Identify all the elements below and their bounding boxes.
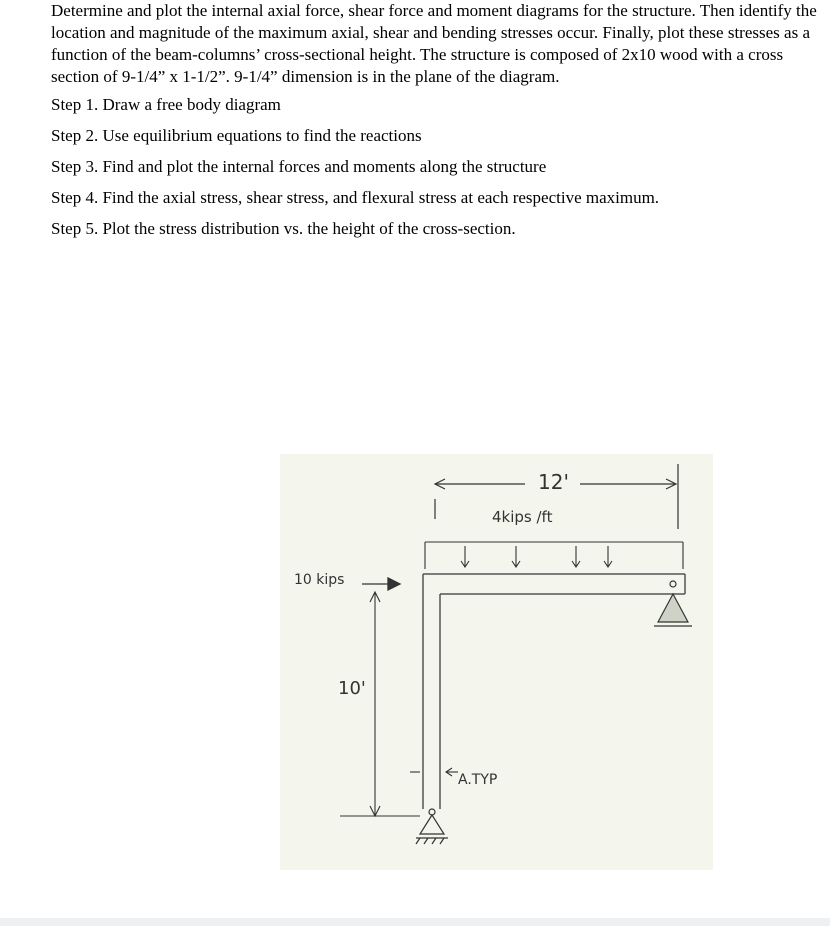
step-3: Step 3. Find and plot the internal forces and moments along the structure xyxy=(51,157,547,176)
step-4: Step 4. Find the axial stress, shear stress, and flexural stress at each respective maximum. xyxy=(51,188,660,207)
problem-statement xyxy=(51,0,830,249)
roller-support xyxy=(654,581,692,626)
page-footer-strip xyxy=(0,918,830,926)
frame-diagram xyxy=(280,454,713,870)
pin-support xyxy=(416,809,448,844)
step-1: Step 1. Draw a free body diagram xyxy=(51,95,281,114)
distributed-load xyxy=(425,542,683,569)
step-2: Step 2. Use equilibrium equations to find the reactions xyxy=(51,126,422,145)
support-note-arrow xyxy=(410,768,458,776)
structure-sketch xyxy=(280,454,713,870)
problem-intro: Determine and plot the internal axial force, shear force and moment diagrams for the structure. Then identify the location and magnitude of the maximum axial, shear and bending stresses occur. Finally, plot these stresses as a function of the beam-columns’ cross-sectional height. The structure is composed of 2x10 wood with a cross section of 9-1/4” x 1-1/2”. 9-1/4” dimension is in the plane of the diagram. xyxy=(51,1,817,86)
span-label: 12' xyxy=(538,470,569,494)
load-label: 4kips /ft xyxy=(492,508,553,526)
point-load-arrow xyxy=(362,578,400,590)
steps-list xyxy=(51,94,830,240)
height-label: 10' xyxy=(338,678,366,699)
step-5: Step 5. Plot the stress distribution vs. the height of the cross-section. xyxy=(51,219,516,238)
point-load-label: 10 kips xyxy=(294,572,345,588)
height-dimension xyxy=(340,592,420,816)
support-note: A.TYP xyxy=(458,772,498,788)
